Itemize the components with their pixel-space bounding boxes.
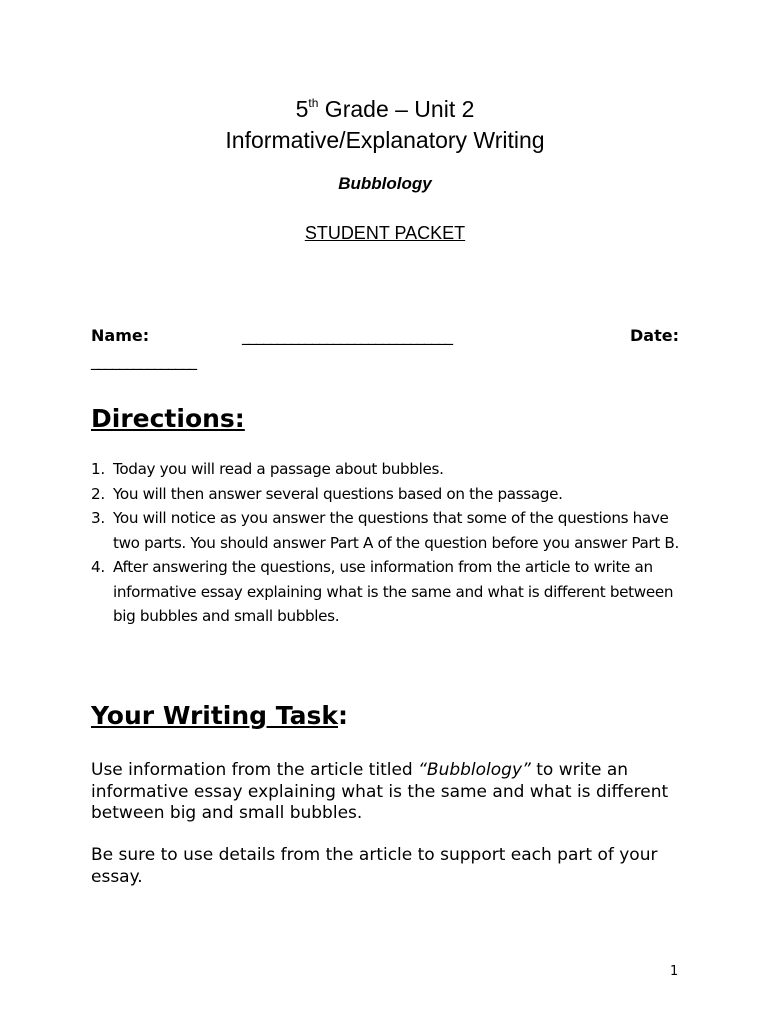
list-item (91, 555, 681, 629)
list-item-text: After answering the questions, use information from the article to write an informative essay explaining what is the same and what is different between big bubbles and small bubbles. (113, 558, 674, 625)
list-item (91, 506, 681, 555)
grade-number: 5 (295, 96, 309, 122)
list-item-text: You will notice as you answer the questions that some of the questions have two parts. You should answer Part A of the question before you answer Part B. (113, 509, 679, 552)
directions-list (91, 457, 681, 629)
packet-label: STUDENT PACKET (304, 223, 466, 243)
list-item-text: You will then answer several questions based on the passage. (113, 484, 563, 503)
writing-task-heading (91, 699, 348, 733)
list-item-number: 2. (91, 484, 105, 503)
grade-suffix: th (308, 96, 319, 110)
list-item (91, 457, 681, 482)
task-paragraph-2: Be sure to use details from the article to support each part of your essay. (91, 845, 658, 887)
page-title-line-1 (0, 94, 770, 124)
title-rest: Grade – Unit 2 (318, 96, 475, 122)
name-label: Name: (91, 326, 150, 345)
name-date-row (91, 325, 679, 349)
task-paragraph-1 (91, 760, 691, 825)
date-blank-line: _______________ (91, 351, 196, 370)
task-paragraph-1-start: Use information from the article titled (91, 760, 419, 780)
writing-task-heading-colon: : (337, 701, 348, 730)
writing-task-heading-text: Your Writing Task (91, 701, 338, 730)
list-item (91, 482, 681, 507)
list-item-number: 1. (91, 460, 105, 478)
task-paragraph-1-end: to write an informative essay explaining what is the same and what is different between big and small bubbles. (91, 760, 669, 823)
list-item-number: 3. (91, 509, 105, 527)
directions-heading: Directions: (91, 404, 245, 433)
article-subtitle: Bubblology (338, 174, 432, 193)
article-title-reference: “Bubblology” (418, 760, 531, 780)
list-item-number: 4. (91, 558, 105, 576)
date-label: Date: (630, 326, 679, 345)
page-number: 1 (670, 964, 679, 979)
page-title-line-2: Informative/Explanatory Writing (225, 127, 545, 153)
name-blank-line: ______________________________ (242, 326, 452, 345)
list-item-text: Today you will read a passage about bubbles. (113, 460, 444, 478)
